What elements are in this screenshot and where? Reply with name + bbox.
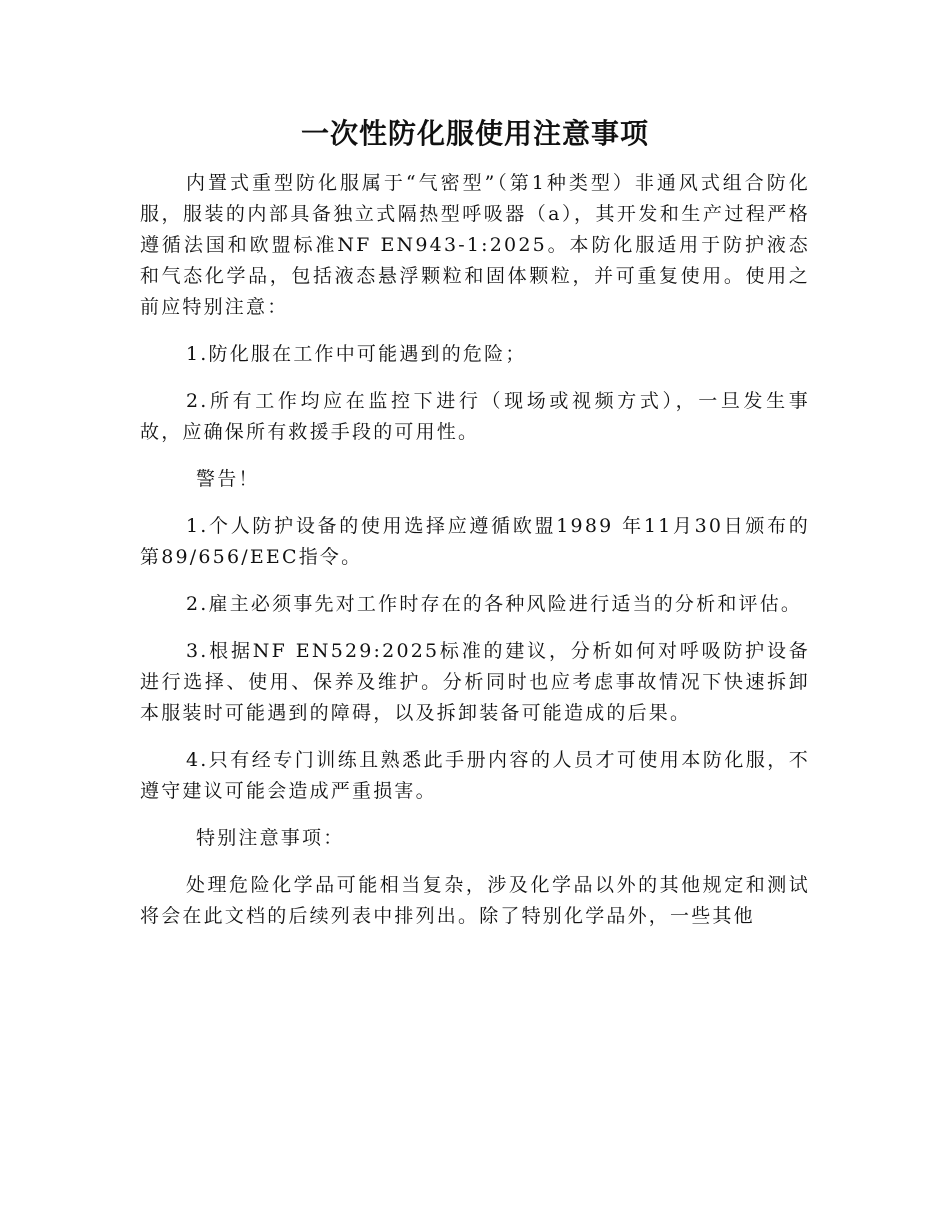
attention-item-2: 2.所有工作均应在监控下进行（现场或视频方式），一旦发生事故，应确保所有救援手段的可用性。 [140,390,810,443]
document-title: 一次性防化服使用注意事项 [300,117,649,150]
attention-item-1: 1.防化服在工作中可能遇到的危险； [186,343,527,365]
warning-heading: 警告！ [196,468,260,490]
warning-item-4: 4.只有经专门训练且熟悉此手册内容的人员才可使用本防化服，不遵守建议可能会造成严重损害。 [140,749,810,802]
special-notes-paragraph: 处理危险化学品可能相当复杂，涉及化学品以外的其他规定和测试将会在此文档的后续列表中排列出。除了特别化学品外，一些其他 [140,874,810,927]
warning-item-3: 3.根据NF EN529:2025标准的建议，分析如何对呼吸防护设备进行选择、使用、保养及维护。分析同时也应考虑事故情况下快速拆卸本服装时可能遇到的障碍，以及拆卸装备可能造成的后果。 [140,640,810,724]
intro-paragraph: 内置式重型防化服属于“气密型”（第1种类型）非通风式组合防化服，服装的内部具备独立式隔热型呼吸器（a），其开发和生产过程严格遵循法国和欧盟标准NF EN943-1:2025。本防化服适用于防护液态和气态化学品，包括液态悬浮颗粒和固体颗粒，并可重复使用。使用之前应特别注意： [140,172,810,318]
warning-item-1: 1.个人防护设备的使用选择应遵循欧盟1989 年11月30日颁布的第89/656/EEC指令。 [140,515,810,568]
special-notes-heading: 特别注意事项： [196,827,345,849]
warning-item-2: 2.雇主必须事先对工作时存在的各种风险进行适当的分析和评估。 [186,593,803,615]
